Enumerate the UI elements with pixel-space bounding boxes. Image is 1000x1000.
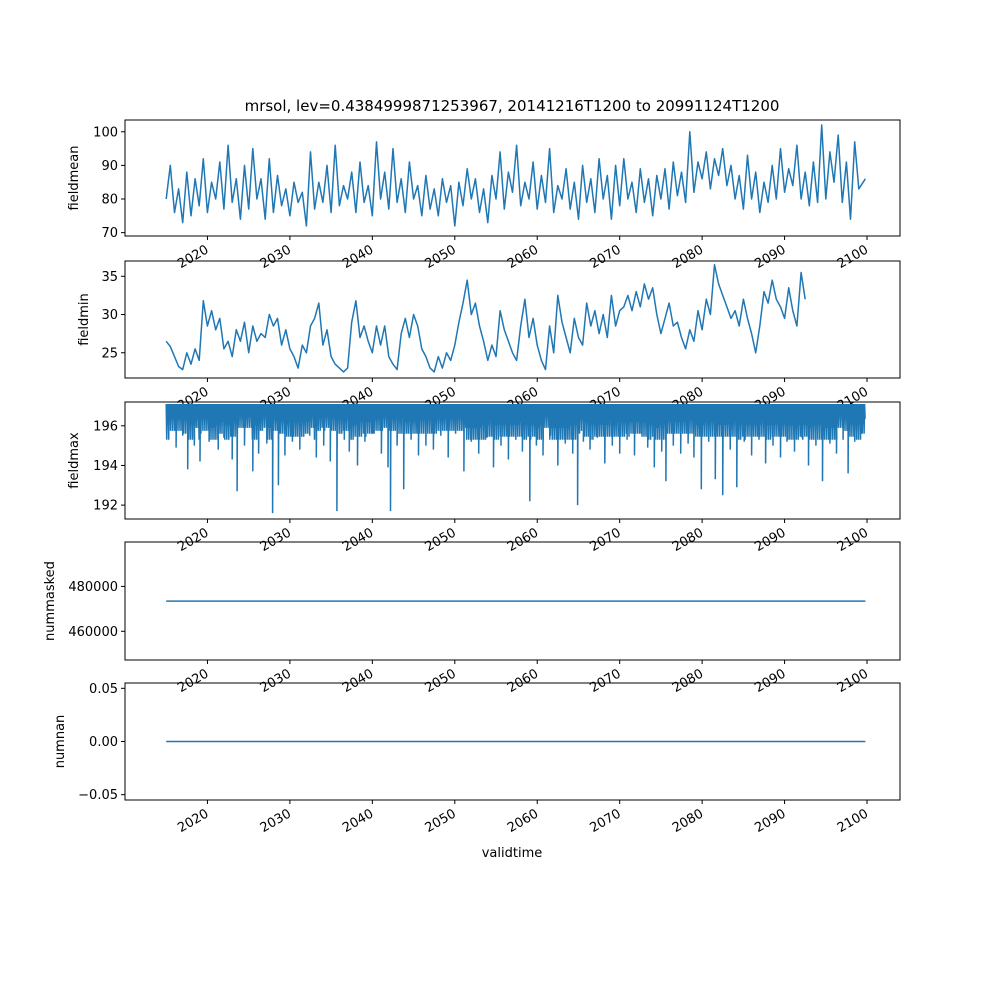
x-tick-label: 2080 — [669, 806, 707, 837]
x-tick-label: 2030 — [257, 806, 294, 837]
x-tick-label: 2050 — [422, 806, 459, 837]
x-tick-label: 2050 — [422, 525, 459, 556]
x-tick-label: 2070 — [587, 806, 624, 837]
x-tick-label: 2100 — [834, 525, 872, 556]
x-tick-label: 2050 — [422, 666, 459, 697]
x-tick-label: 2070 — [587, 242, 624, 273]
x-tick-label: 2100 — [834, 666, 872, 697]
y-tick-label: 0.00 — [89, 735, 118, 750]
y-tick-label: 194 — [93, 458, 118, 474]
y-tick-label: 196 — [93, 419, 118, 435]
x-tick-label: 2030 — [257, 242, 294, 273]
y-tick-label: 100 — [93, 125, 118, 141]
y-tick-label: 80 — [101, 192, 118, 208]
x-tick-label: 2040 — [340, 384, 377, 415]
y-tick-label: 25 — [101, 346, 118, 362]
x-tick-label: 2080 — [669, 666, 707, 697]
x-tick-label: 2090 — [752, 666, 789, 697]
y-tick-label: 460000 — [68, 624, 118, 640]
y-axis-label: nummasked — [43, 561, 58, 641]
x-tick-label: 2070 — [587, 384, 624, 415]
x-tick-label: 2050 — [422, 384, 459, 415]
x-tick-label: 2040 — [340, 666, 377, 697]
x-tick-label: 2100 — [834, 242, 872, 273]
x-tick-label: 2050 — [422, 242, 459, 273]
y-tick-label: 480000 — [68, 579, 118, 595]
x-tick-label: 2090 — [752, 806, 789, 837]
chart-title: mrsol, lev=0.4384999871253967, 20141216T1200 to 20991124T1200 — [244, 97, 780, 115]
x-tick-label: 2100 — [834, 806, 872, 837]
x-tick-label: 2020 — [175, 806, 212, 837]
x-tick-label: 2060 — [505, 525, 542, 556]
x-tick-label: 2090 — [752, 525, 789, 556]
y-tick-label: 35 — [101, 269, 118, 285]
x-tick-label: 2020 — [175, 384, 212, 415]
x-tick-label: 2020 — [175, 666, 212, 697]
y-tick-label: 30 — [101, 308, 118, 324]
x-tick-label: 2070 — [587, 525, 624, 556]
x-tick-label: 2090 — [752, 242, 789, 273]
y-axis-label: fieldmin — [77, 293, 92, 346]
x-tick-label: 2020 — [175, 242, 212, 273]
x-tick-label: 2080 — [669, 384, 707, 415]
x-tick-label: 2040 — [340, 242, 377, 273]
y-tick-label: 70 — [101, 226, 118, 242]
x-axis-label: validtime — [481, 846, 543, 861]
x-tick-label: 2020 — [175, 525, 212, 556]
y-axis-label: fieldmean — [67, 145, 82, 211]
y-tick-label: 0.05 — [89, 681, 118, 697]
y-axis-label: numnan — [53, 714, 68, 769]
x-tick-label: 2070 — [587, 666, 624, 697]
y-tick-label: 192 — [93, 498, 118, 514]
x-tick-label: 2060 — [505, 806, 542, 837]
x-tick-label: 2080 — [669, 242, 707, 273]
x-tick-label: 2100 — [834, 384, 872, 415]
x-tick-label: 2030 — [257, 525, 294, 556]
x-tick-label: 2060 — [505, 666, 542, 697]
y-tick-label: 90 — [101, 158, 118, 174]
x-tick-label: 2060 — [505, 242, 542, 273]
x-tick-label: 2030 — [257, 666, 294, 697]
x-tick-label: 2040 — [340, 806, 377, 837]
x-tick-label: 2060 — [505, 384, 542, 415]
x-tick-label: 2090 — [752, 384, 789, 415]
x-tick-label: 2040 — [340, 525, 377, 556]
y-tick-label: −0.05 — [78, 788, 118, 804]
x-tick-label: 2030 — [257, 384, 294, 415]
y-axis-label: fieldmax — [67, 432, 82, 489]
x-tick-label: 2080 — [669, 525, 707, 556]
